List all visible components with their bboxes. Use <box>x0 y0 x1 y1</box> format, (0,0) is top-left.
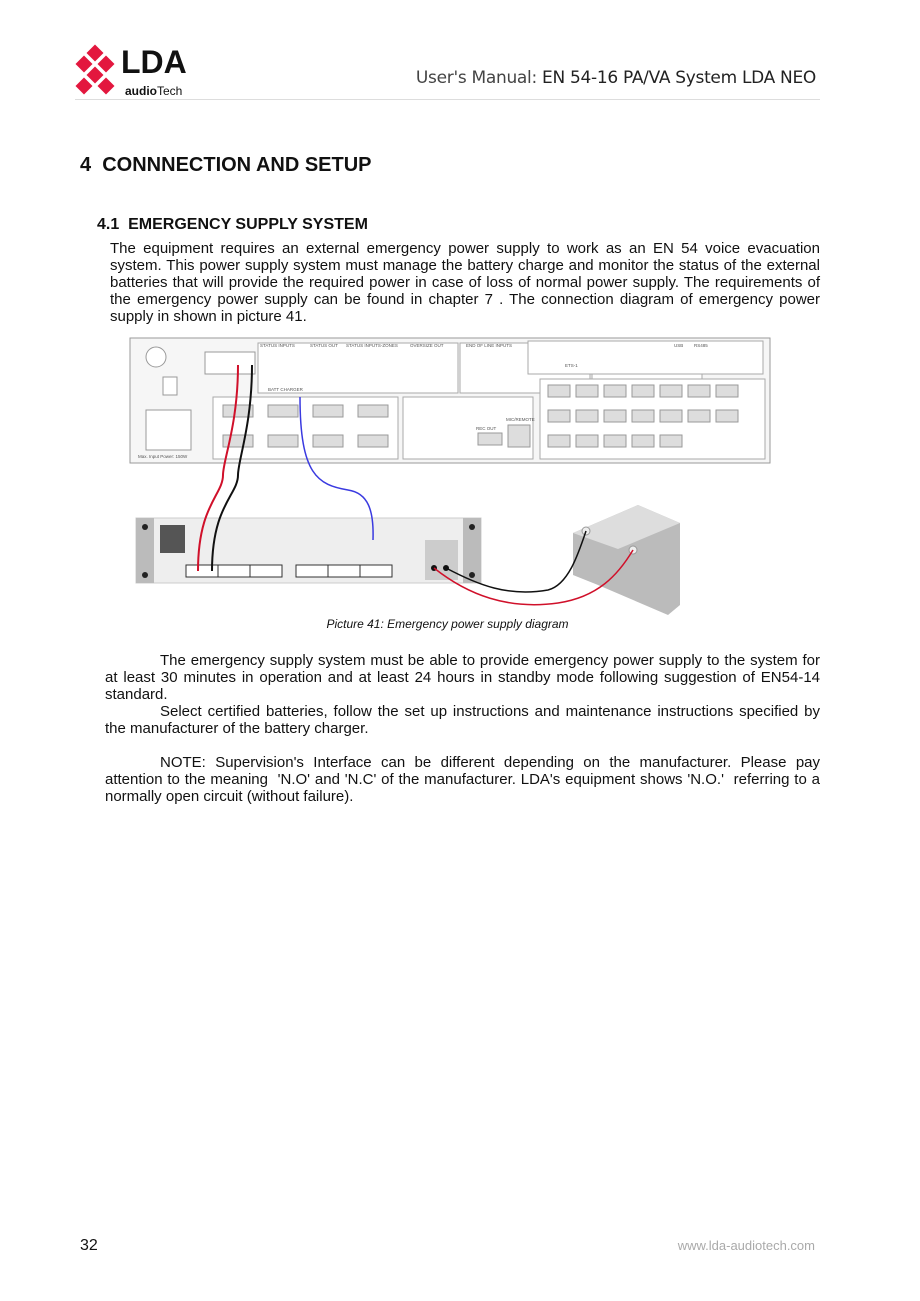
intro-paragraph: The equipment requires an external emergency power supply to work as an EN 54 voice evacuation system. This power supply system must manage the battery charge and monitor the status of the external batteries that will provide the required power in case of loss of normal power supply. The requirements of the emergency power supply can be found in chapter 7 . The connection diagram of emergency power supply in shown in picture 41. <box>110 240 820 325</box>
header-divider <box>75 99 820 100</box>
header-title: User's Manual: EN 54-16 PA/VA System LDA NEO <box>415 68 816 88</box>
diagram-label: USB <box>674 343 684 348</box>
emergency-supply-diagram <box>128 335 778 615</box>
section-heading: 4 CONNNECTION AND SETUP <box>80 154 372 176</box>
battery-instructions-paragraph: Select certified batteries, follow the set up instructions and maintenance instructions specified by the manufacturer of the battery charger. <box>105 703 820 737</box>
diagram-label: RS485 <box>694 343 708 348</box>
logo-subtext: audioTech <box>125 84 183 98</box>
diagram-label: STATUS OUT <box>310 343 338 348</box>
diagram-label: OVERSIZE OUT <box>410 343 444 348</box>
diagram-label: Max. Input Power: 150W <box>138 454 188 459</box>
subsection-heading: 4.1 EMERGENCY SUPPLY SYSTEM <box>97 216 368 233</box>
footer-url: www.lda-audiotech.com <box>677 1238 815 1253</box>
diagram-label: ETS-1 <box>565 363 578 368</box>
diagram-label: REC OUT <box>476 426 497 431</box>
diagram-label: STATUS INPUTS <box>260 343 295 348</box>
diagram-label: MIC/REMOTE <box>506 417 535 422</box>
backup-duration-paragraph: The emergency supply system must be able to provide emergency power supply to the system for at least 30 minutes in operation and at least 24 hours in standby mode following suggestion of EN54-14 standard. <box>105 652 820 703</box>
lda-logo <box>75 44 220 98</box>
diagram-label: BATT CHARGER <box>268 387 303 392</box>
diagram-label: STATUS INPUTS-ZONES <box>346 343 398 348</box>
note-paragraph: NOTE: Supervision's Interface can be different depending on the manufacturer. Please pay attention to the meaning 'N.O' and 'N.C' of the manufacturer. LDA's equipment shows 'N.O.' referring to a normally open circuit (without failure). <box>105 754 825 805</box>
logo-text: LDA <box>121 44 187 80</box>
diagram-label: END OF LINE INPUTS <box>466 343 513 348</box>
body-text <box>105 652 825 805</box>
figure-caption: Picture 41: Emergency power supply diagram <box>326 617 569 631</box>
page-number: 32 <box>80 1237 98 1254</box>
